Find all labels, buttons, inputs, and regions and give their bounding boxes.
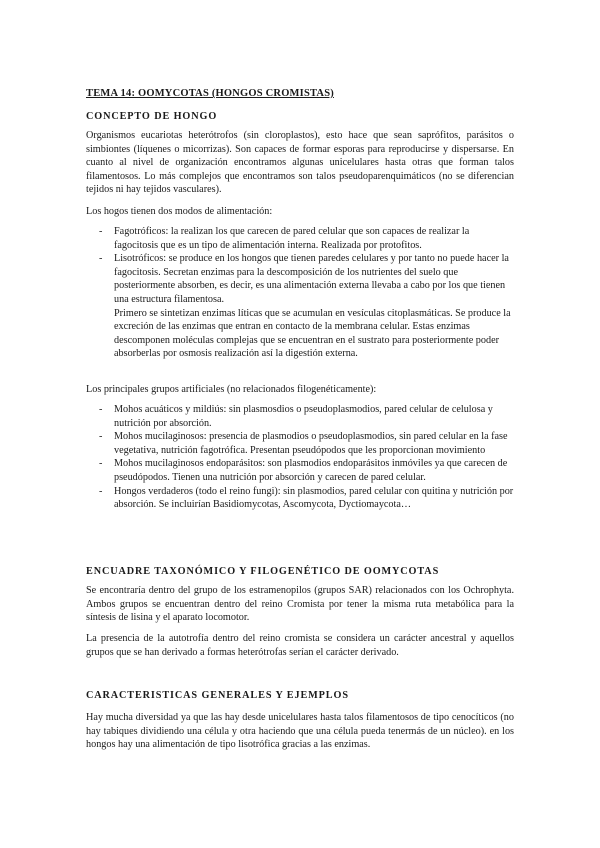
section-heading-caracteristicas: CARACTERISTICAS GENERALES Y EJEMPLOS: [86, 690, 349, 701]
section-heading-concepto: CONCEPTO DE HONGO: [86, 111, 218, 122]
list-item-fagotroficos: - Fagotróficos: la realizan los que carecen de pared celular que son capaces de realizar la fagocitosis que es un tipo de alimentación interna. Realizada por protofitos.: [86, 225, 514, 252]
paragraph-encuadre-1: Se encontraría dentro del grupo de los estramenopilos (grupos SAR) relacionados con los Ochrophyta. Ambos grupos se encuentran dentro del reino Cromista por tener la misma ruta metabólica para la síntesis de lisina y el aparato locomotor.: [86, 585, 514, 624]
paragraph-encuadre-2: La presencia de la autotrofía dentro del reino cromista se considera un carácter ancestral y aquellos grupos que se han derivado a formas heterótrofas serían el carácter derivado.: [86, 633, 514, 658]
list-item-lisotroficos: - Lisotróficos: se produce en los hongos que tienen paredes celulares y por tanto no puede hacer la fagocitosis. Secretan enzimas para la descomposición de los nutrientes del suelo que posteriormente absorben, es decir, es una alimentación externa llevaba a cabo por los que tienen una estructura filamentosa. Primero se sintetizan enzimas líticas que se acumulan en vesículas citoplasmáticas. Se produce la excreción de las enzimas que entran en contacto de la membrana celular. Estas enzimas descomponen moléculas complejas que se encuentran en el sustrato para posteriormente poder absorberlas por osmosis realización así la digestión externa.: [86, 252, 514, 361]
paragraph-modos-alimentacion: Los hogos tienen dos modos de alimentación:: [86, 206, 273, 217]
list-item-group: - Hongos verdaderos (todo el reino fungi): sin plasmodios, pared celular con quitina y nutrición por absorción. Se incluirían Basidiomycotas, Ascomycota, Dyctiomaycota…: [86, 485, 514, 512]
list-modos-alimentacion: [86, 225, 514, 361]
document-title: TEMA 14: OOMYCOTAS (HONGOS CROMISTAS): [86, 88, 334, 99]
list-item-group: - Mohos mucilaginosos endoparásitos: son plasmodios endoparásitos inmóviles ya que carecen de pseudópodos. Tienen una nutrición por absorción y carecen de pared celular.: [86, 457, 514, 484]
section-heading-encuadre: ENCUADRE TAXONÓMICO Y FILOGENÉTICO DE OOMYCOTAS: [86, 566, 440, 577]
paragraph-grupos-intro: Los principales grupos artificiales (no relacionados filogenéticamente):: [86, 384, 377, 395]
lisotroficos-detail: Primero se sintetizan enzimas líticas que se acumulan en vesículas citoplasmáticas. Se produce la excreción de las enzimas que entran en contacto de la membrana celular. Estas enzimas descomponen moléculas complejas que se encuentran en el sustrato para posteriormente poder absorberlas por osmosis realización así la digestión externa.: [114, 307, 511, 360]
paragraph-caracteristicas: Hay mucha diversidad ya que las hay desde unicelulares hasta talos filamentosos de tipo cenocíticos (no hay tabiques dividiendo una célula y otra haciendo que una célula pueda tenermás de un núcleo). en los hongos hay una alimentación de tipo lisotrófica gracias a las enzimas.: [86, 712, 514, 751]
paragraph-concepto-intro: Organismos eucariotas heterótrofos (sin cloroplastos), esto hace que sean saprófitos, parásitos o simbiontes (líquenes o micorrizas). Son capaces de formar esporas para reproducirse y dispersarse. En cuanto al nivel de organización encontramos algunas unicelulares hasta otras que forman talos filamentosos. Lo más complejos que encontramos son talos pseudoparenquimáticos (no se diferencian tejidos ni hay tejidos vasculares).: [86, 130, 514, 196]
list-grupos-artificiales: [86, 403, 514, 512]
list-item-group: - Mohos mucilaginosos: presencia de plasmodios o pseudoplasmodios, sin pared celular en la fase vegetativa, nutrición fagotrófica. Presentan pseudópodos que les proporcionan movimiento: [86, 430, 514, 457]
list-item-group: - Mohos acuáticos y mildiús: sin plasmosdios o pseudoplasmodios, pared celular de celulosa y nutrición por absorción.: [86, 403, 514, 430]
